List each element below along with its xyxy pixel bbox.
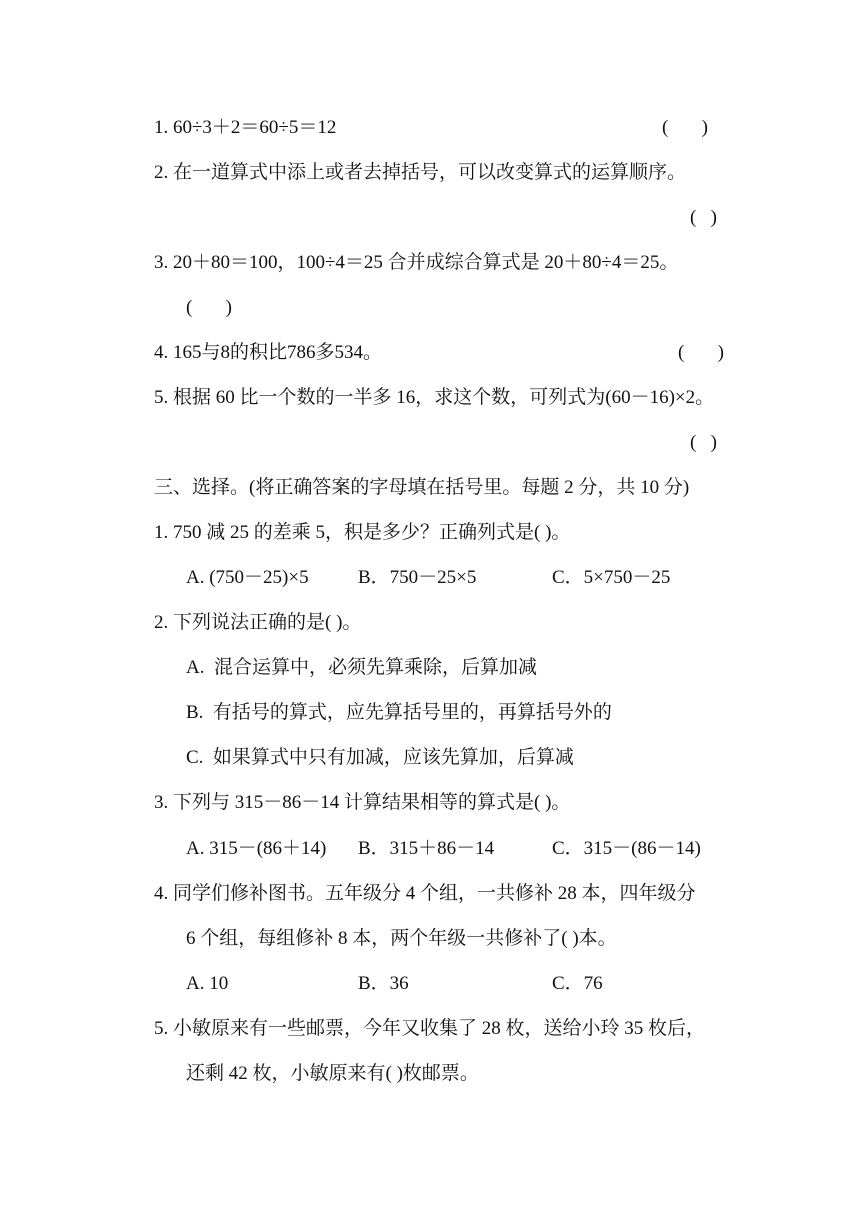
choice-q2-option-c[interactable]: C. 如果算式中只有加减，应该先算加，后算减 bbox=[186, 747, 574, 768]
choice-section-heading: 三、选择。(将正确答案的字母填在括号里。每题 2 分，共 10 分) bbox=[154, 477, 690, 498]
choice-q4-option-b[interactable]: B．36 bbox=[358, 973, 409, 994]
choice-q3-option-a[interactable]: A. 315－(86＋14) bbox=[186, 838, 327, 859]
choice-q5-text-continued: 还剩 42 枚，小敏原来有( )枚邮票。 bbox=[186, 1063, 479, 1084]
choice-q2-option-a[interactable]: A. 混合运算中，必须先算乘除，后算加减 bbox=[186, 657, 537, 678]
choice-q3-option-c[interactable]: C．315－(86－14) bbox=[552, 838, 701, 859]
choice-q5-text: 5. 小敏原来有一些邮票，今年又收集了 28 枚，送给小玲 35 枚后， bbox=[154, 1018, 706, 1039]
choice-q3-text: 3. 下列与 315－86－14 计算结果相等的算式是( )。 bbox=[154, 792, 571, 813]
judge-q5-answer-blank[interactable]: ( ) bbox=[690, 432, 717, 453]
choice-q1-text: 1. 750 减 25 的差乘 5，积是多少？正确列式是( )。 bbox=[154, 522, 571, 543]
choice-q1-option-b[interactable]: B．750－25×5 bbox=[358, 567, 477, 588]
judge-q2-answer-blank[interactable]: ( ) bbox=[690, 207, 717, 228]
judge-q4-text: 4. 165与8的积比786多534。 bbox=[154, 342, 383, 363]
judge-q1-text: 1. 60÷3＋2＝60÷5＝12 bbox=[154, 117, 337, 138]
judge-q2-text: 2. 在一道算式中添上或者去掉括号，可以改变算式的运算顺序。 bbox=[154, 162, 687, 183]
judge-q3-answer-blank[interactable]: ( ) bbox=[186, 297, 232, 318]
judge-q5-text: 5. 根据 60 比一个数的一半多 16，求这个数，可列式为(60－16)×2。 bbox=[154, 387, 715, 408]
judge-q3-text: 3. 20＋80＝100，100÷4＝25 合并成综合算式是 20＋80÷4＝25。 bbox=[154, 252, 679, 273]
choice-q4-option-a[interactable]: A. 10 bbox=[186, 973, 229, 994]
choice-q4-option-c[interactable]: C．76 bbox=[552, 973, 603, 994]
choice-q4-text: 4. 同学们修补图书。五年级分 4 个组，一共修补 28 本，四年级分 bbox=[154, 883, 696, 904]
choice-q4-text-continued: 6 个组，每组修补 8 本，两个年级一共修补了( )本。 bbox=[186, 928, 617, 949]
choice-q2-option-b[interactable]: B. 有括号的算式，应先算括号里的，再算括号外的 bbox=[186, 702, 612, 723]
choice-q1-option-c[interactable]: C．5×750－25 bbox=[552, 567, 671, 588]
judge-q4-answer-blank[interactable]: ( ) bbox=[678, 342, 724, 363]
judge-q1-answer-blank[interactable]: ( ) bbox=[662, 117, 708, 138]
choice-q1-option-a[interactable]: A. (750－25)×5 bbox=[186, 567, 309, 588]
choice-q2-text: 2. 下列说法正确的是( )。 bbox=[154, 612, 362, 633]
choice-q3-option-b[interactable]: B．315＋86－14 bbox=[358, 838, 495, 859]
